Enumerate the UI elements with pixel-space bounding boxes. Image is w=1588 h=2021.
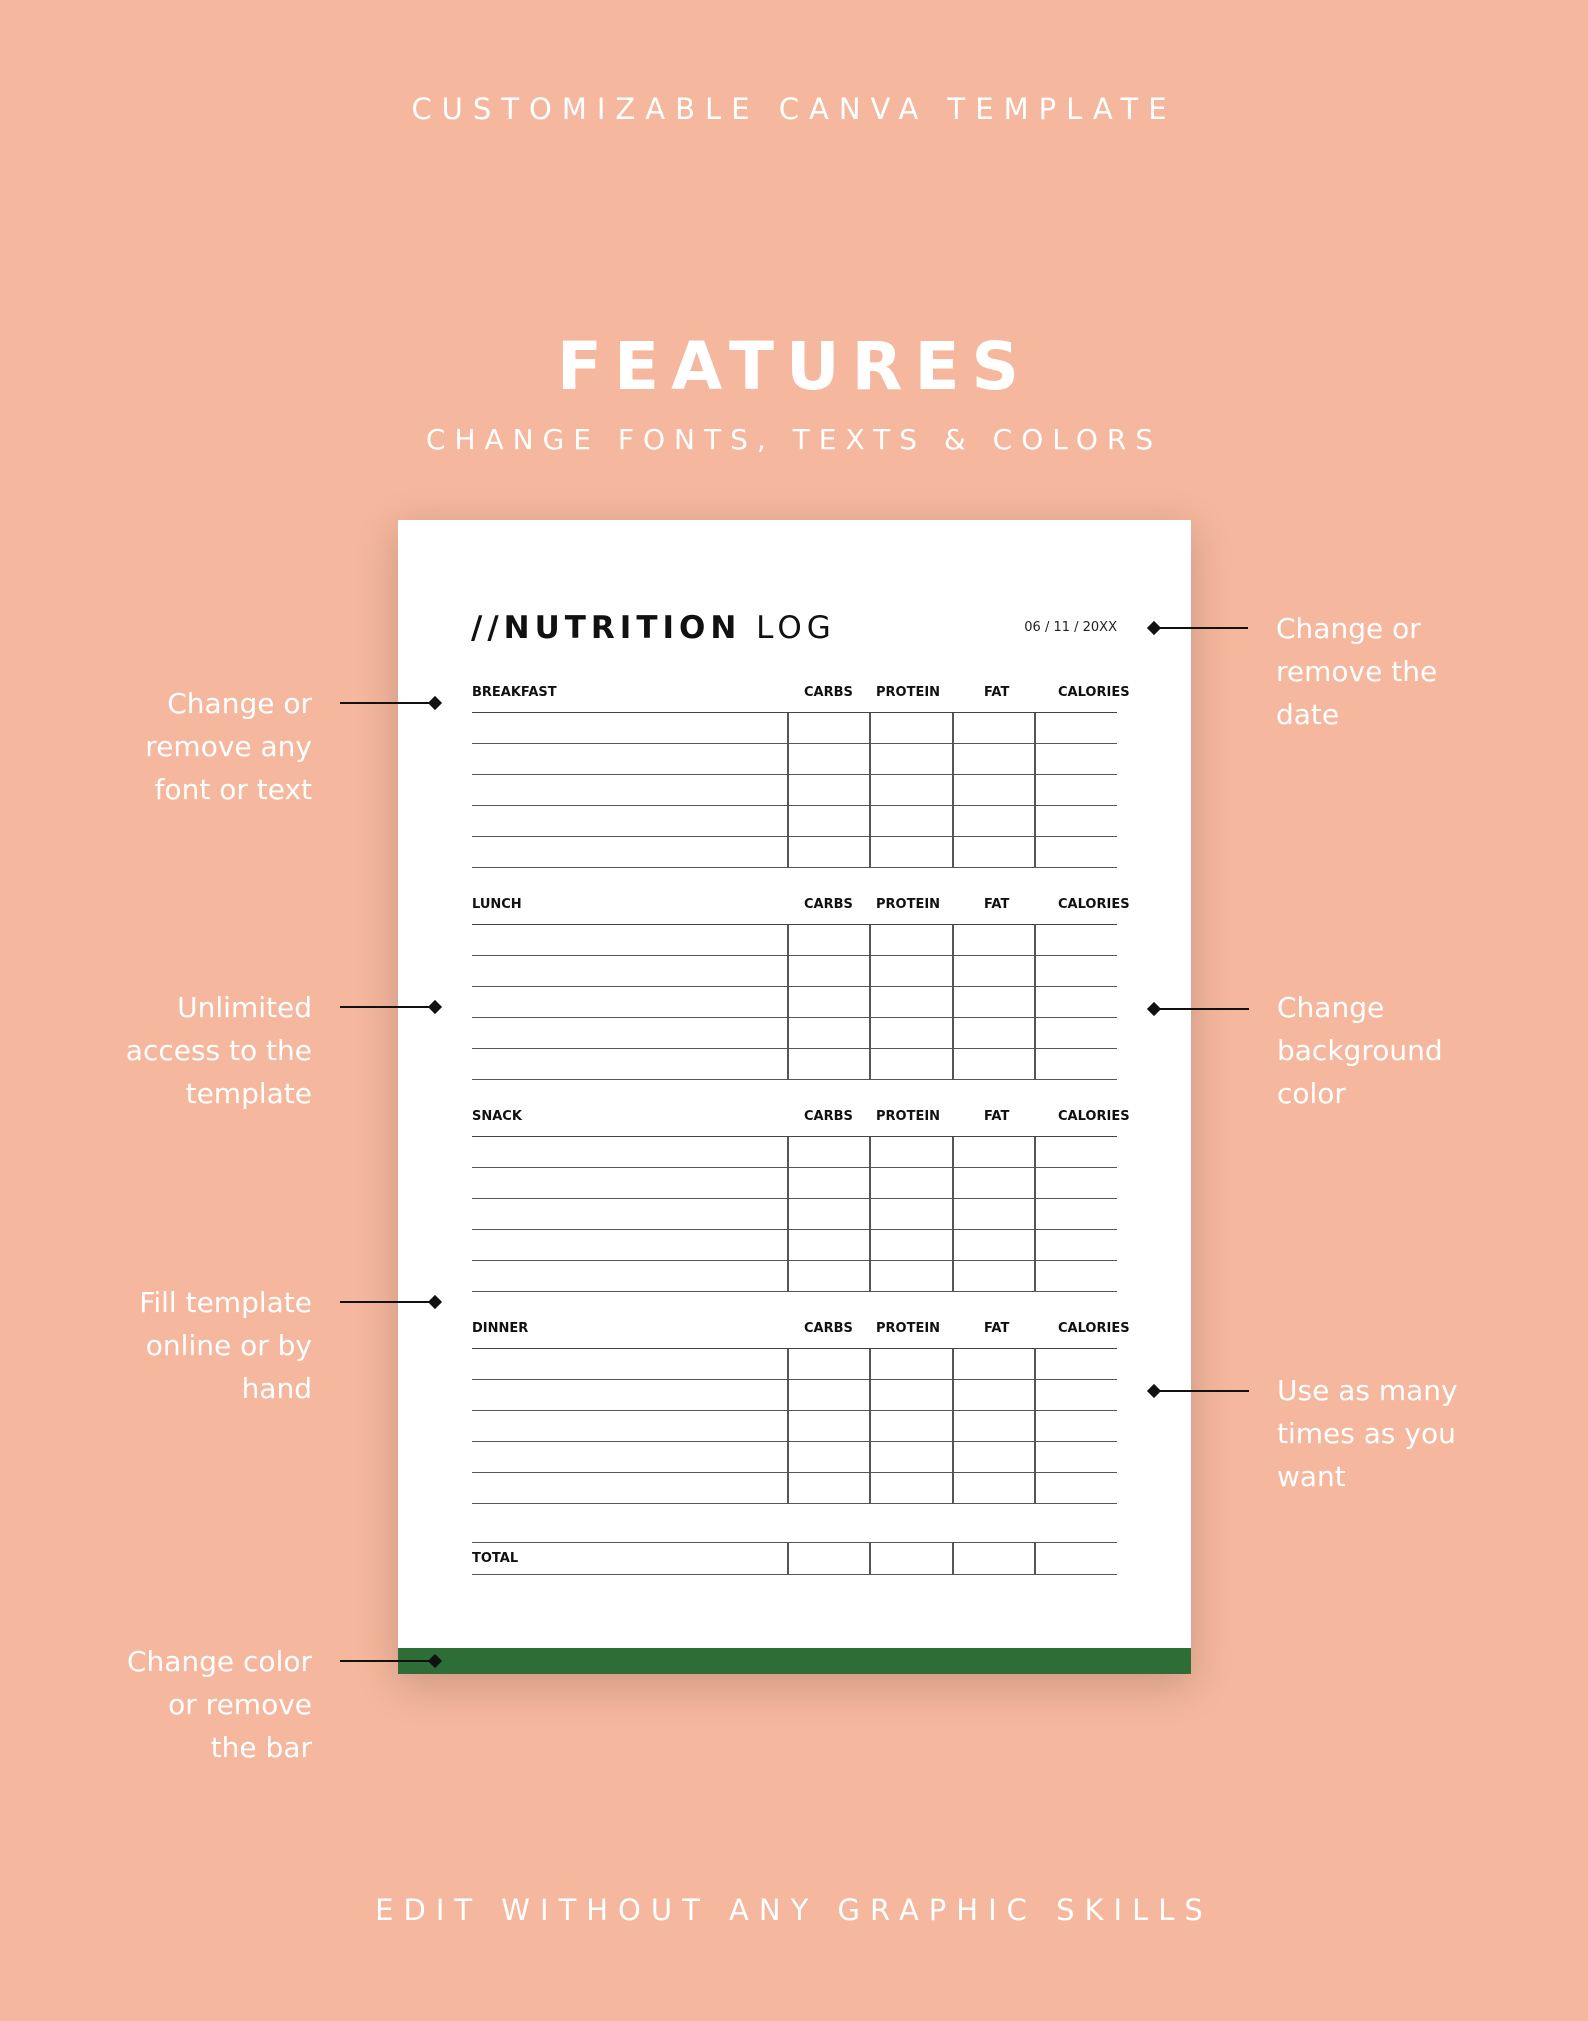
section-label: LUNCH (472, 897, 522, 912)
callout-line: hand (241, 1372, 312, 1405)
column-header: CARBS (804, 685, 853, 700)
section-label: DINNER (472, 1321, 529, 1336)
section-label: BREAKFAST (472, 685, 557, 700)
meal-section (472, 685, 1130, 868)
section-rows (472, 1349, 1117, 1504)
entry-row (472, 956, 1117, 987)
entry-row (472, 987, 1117, 1018)
column-header: PROTEIN (876, 1321, 941, 1336)
entry-row (472, 1199, 1117, 1230)
entry-row (472, 1473, 1117, 1504)
callout-line: want (1277, 1460, 1346, 1493)
entry-row (472, 1230, 1117, 1261)
callout-line: Unlimited (177, 991, 312, 1024)
entry-row (472, 806, 1117, 837)
callout-line: remove any (145, 730, 312, 763)
column-divider (1034, 1137, 1036, 1292)
meal-section (472, 1321, 1130, 1504)
features-subtitle: CHANGE FONTS, TEXTS & COLORS (425, 423, 1163, 456)
column-divider (1034, 1349, 1036, 1504)
section-rows (472, 925, 1117, 1080)
section-label: SNACK (472, 1109, 522, 1124)
column-divider (869, 1137, 871, 1292)
entry-row (472, 1137, 1117, 1168)
column-divider (787, 1543, 789, 1574)
column-divider (869, 1543, 871, 1574)
callout-line: Change (1277, 991, 1385, 1024)
entry-row (472, 1380, 1117, 1411)
features-title: FEATURES (556, 328, 1032, 405)
callout-fill (52, 1281, 312, 1410)
callout-font-text (52, 682, 312, 811)
pointer-line (1153, 1390, 1249, 1392)
callout-line: remove the (1276, 655, 1438, 688)
section-header (472, 897, 1130, 925)
entry-row (472, 925, 1117, 956)
callout-date (1276, 607, 1516, 736)
pointer-line (340, 1660, 436, 1662)
column-divider (952, 713, 954, 868)
log-title-bold: NUTRITION (503, 610, 742, 646)
section-rows (472, 1137, 1117, 1292)
column-divider (869, 713, 871, 868)
callout-background (1277, 986, 1517, 1115)
column-header: CALORIES (1058, 1321, 1130, 1336)
column-divider (787, 1349, 789, 1504)
column-header: CALORIES (1058, 1109, 1130, 1124)
column-divider (1034, 713, 1036, 868)
nutrition-log-page (398, 520, 1191, 1674)
entry-row (472, 1411, 1117, 1442)
column-divider (1034, 1543, 1036, 1574)
callout-line: Change or (1276, 612, 1421, 645)
entry-row (472, 744, 1117, 775)
section-header (472, 1109, 1130, 1137)
entry-row (472, 775, 1117, 806)
column-header: FAT (984, 1109, 1010, 1124)
log-title-light: LOG (756, 610, 836, 646)
column-divider (952, 1137, 954, 1292)
top-caption: CUSTOMIZABLE CANVA TEMPLATE (411, 92, 1177, 126)
bottom-caption: EDIT WITHOUT ANY GRAPHIC SKILLS (375, 1893, 1213, 1927)
column-header: PROTEIN (876, 1109, 941, 1124)
callout-line: Fill template (139, 1286, 312, 1319)
log-date: 06 / 11 / 20XX (1024, 620, 1117, 635)
entry-row (472, 1049, 1117, 1080)
callout-line: online or by (145, 1329, 312, 1362)
entry-row (472, 1442, 1117, 1473)
total-row (472, 1542, 1117, 1575)
column-divider (787, 925, 789, 1080)
section-header (472, 685, 1130, 713)
column-header: PROTEIN (876, 897, 941, 912)
pointer-line (340, 1006, 436, 1008)
column-divider (952, 925, 954, 1080)
callout-line: or remove (168, 1688, 312, 1721)
column-divider (1034, 925, 1036, 1080)
callout-unlimited (52, 986, 312, 1115)
column-divider (869, 1349, 871, 1504)
meal-section (472, 1109, 1130, 1292)
column-divider (869, 925, 871, 1080)
callout-line: Change color (126, 1645, 312, 1678)
callout-reuse (1277, 1369, 1517, 1498)
column-header: CALORIES (1058, 685, 1130, 700)
callout-line: color (1277, 1077, 1346, 1110)
callout-line: access to the (125, 1034, 312, 1067)
column-divider (952, 1543, 954, 1574)
column-header: CARBS (804, 897, 853, 912)
pointer-line (1153, 1008, 1249, 1010)
column-divider (787, 713, 789, 868)
column-divider (952, 1349, 954, 1504)
callout-line: the bar (210, 1731, 312, 1764)
callout-bar (52, 1640, 312, 1769)
entry-row (472, 1018, 1117, 1049)
entry-row (472, 1261, 1117, 1292)
column-header: FAT (984, 1321, 1010, 1336)
pointer-line (1153, 627, 1248, 629)
callout-line: template (185, 1077, 312, 1110)
column-header: FAT (984, 897, 1010, 912)
column-header: FAT (984, 685, 1010, 700)
column-header: CARBS (804, 1321, 853, 1336)
entry-row (472, 837, 1117, 868)
entry-row (472, 1168, 1117, 1199)
total-label: TOTAL (472, 1551, 519, 1566)
callout-line: Use as many (1277, 1374, 1458, 1407)
column-divider (787, 1137, 789, 1292)
callout-line: times as you (1277, 1417, 1456, 1450)
callout-line: background (1277, 1034, 1443, 1067)
pointer-line (340, 702, 436, 704)
pointer-line (340, 1301, 436, 1303)
meal-section (472, 897, 1130, 1080)
log-title-prefix: // (471, 610, 504, 646)
column-header: PROTEIN (876, 685, 941, 700)
entry-row (472, 1349, 1117, 1380)
column-header: CARBS (804, 1109, 853, 1124)
total-section (472, 1542, 1117, 1575)
log-title (471, 610, 836, 646)
callout-line: Change or (167, 687, 312, 720)
callout-line: date (1276, 698, 1340, 731)
section-rows (472, 713, 1117, 868)
accent-bar (398, 1648, 1191, 1674)
section-header (472, 1321, 1130, 1349)
column-header: CALORIES (1058, 897, 1130, 912)
callout-line: font or text (154, 773, 312, 806)
entry-row (472, 713, 1117, 744)
